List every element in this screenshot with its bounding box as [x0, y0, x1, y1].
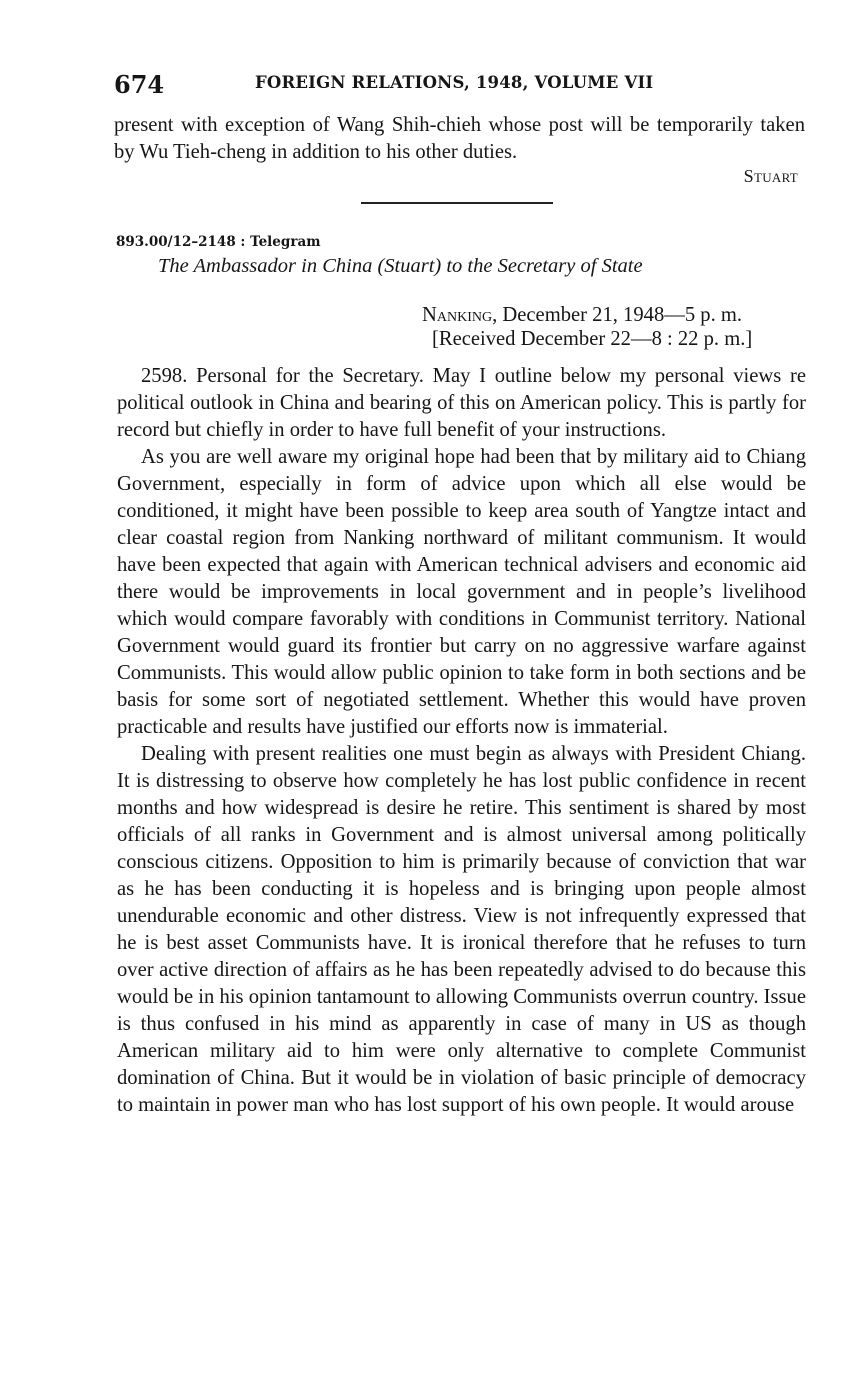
paragraph: Dealing with present realities one must begin as always with President Chiang. It is distressing to observe how completely he has lost public confidence in recent months and how widespread is desire he retire. This sentiment is shared by most officials of all ranks in Government and is almost universal among politically conscious citizens. Opposition to him is primarily because of conviction that war as he has been conducting it is hopeless and is bringing upon people almost unendurable economic and other distress. View is not infrequently expressed that he is best asset Communists have. It is ironical therefore that he refuses to turn over active direction of affairs as he has been repeatedly advised to do because this would be in his opinion tantamount to allowing Communists overrun country. Issue is thus confused in his mind as apparently in case of many in US as though American military aid to him were only alternative to complete Communist domination of China. But it would be in violation of basic principle of democracy to maintain in power man who has lost support of his own people. It would arouse [117, 743, 806, 1116]
page-number: 674 [114, 70, 165, 99]
telegram-body [117, 363, 806, 1119]
signature: Stuart [743, 166, 798, 186]
running-header [114, 70, 814, 100]
dateline-time: December 21, 1948—5 p. m. [502, 304, 743, 326]
paragraph: As you are well aware my original hope had been that by military aid to Chiang Government, especially in form of advice upon which all else would be conditioned, it might have been possible to keep area south of Yangtze intact and clear coastal region from Nanking northward of militant communism. It would have been expected that again with American technical advisers and economic aid there would be improvements in local government and in people’s livelihood which would compare favorably with conditions in Communist territory. National Government would guard its frontier but carry on no aggressive warfare against Communists. This would allow public opinion to take form in both sections and be basis for some sort of negotiated settlement. Whether this would have proven practicable and results have justified our efforts now is immaterial. [117, 446, 806, 738]
dateline-place: Nanking, [422, 304, 498, 326]
received-line: [Received December 22—8 : 22 p. m.] [432, 328, 753, 350]
document-title: The Ambassador in China (Stuart) to the Secretary of State [158, 255, 643, 277]
file-number: 893.00/12–2148 : Telegram [116, 234, 321, 250]
running-title: FOREIGN RELATIONS, 1948, VOLUME VII [255, 73, 654, 92]
section-divider [361, 202, 553, 204]
dateline [422, 304, 742, 327]
previous-document-closing-text: present with exception of Wang Shih-chieh whose post will be temporarily taken by Wu Tieh-cheng in addition to his other duties. [114, 114, 805, 163]
paragraph: 2598. Personal for the Secretary. May I outline below my personal views re political outlook in China and bearing of this on American policy. This is partly for record but chiefly in order to have full benefit of your instructions. [117, 365, 806, 441]
